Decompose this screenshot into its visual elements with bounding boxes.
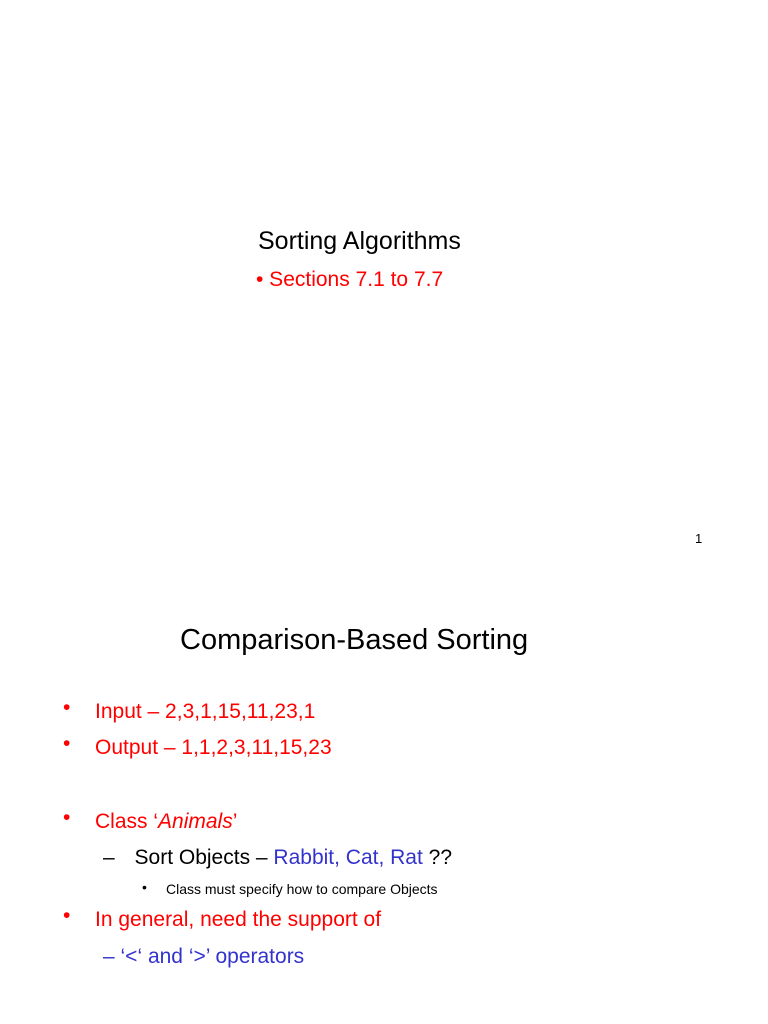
bullet-marker: •: [63, 904, 71, 927]
ops-dash: –: [103, 945, 121, 968]
ops-text: ‘<‘ and ‘>’ operators: [120, 945, 305, 968]
output-text: Output – 1,1,2,3,11,15,23: [95, 736, 332, 759]
sort-suffix: ??: [422, 846, 453, 869]
bullet-marker: •: [63, 806, 71, 829]
slide1-page-number: 1: [695, 531, 703, 546]
class-name: Animals: [158, 810, 233, 833]
class-prefix: Class ‘: [95, 810, 159, 833]
bullet-general: [63, 904, 382, 933]
slide1-title: Sorting Algorithms: [258, 227, 461, 255]
slide2-title: Comparison-Based Sorting: [180, 624, 529, 656]
bullet-marker: •: [63, 696, 71, 719]
general-text: In general, need the support of: [95, 908, 382, 931]
class-suffix: ’: [232, 810, 238, 833]
bullet-class: [63, 806, 238, 835]
sort-items: Rabbit, Cat, Rat: [273, 846, 423, 869]
sub-dash: –: [103, 846, 115, 869]
sort-prefix: Sort Objects –: [134, 846, 274, 869]
compare-marker: •: [142, 879, 147, 895]
input-text: Input – 2,3,1,15,11,23,1: [95, 700, 316, 723]
subsubbullet-compare: [142, 879, 438, 898]
bullet-input: [63, 696, 316, 725]
compare-text: Class must specify how to compare Objects: [166, 881, 438, 897]
bullet-marker: •: [63, 732, 71, 755]
bullet-output: [63, 732, 332, 761]
subbullet-operators: [103, 944, 304, 970]
subbullet-sort-objects: [103, 845, 452, 871]
slide1-bullet: • Sections 7.1 to 7.7: [256, 268, 444, 291]
